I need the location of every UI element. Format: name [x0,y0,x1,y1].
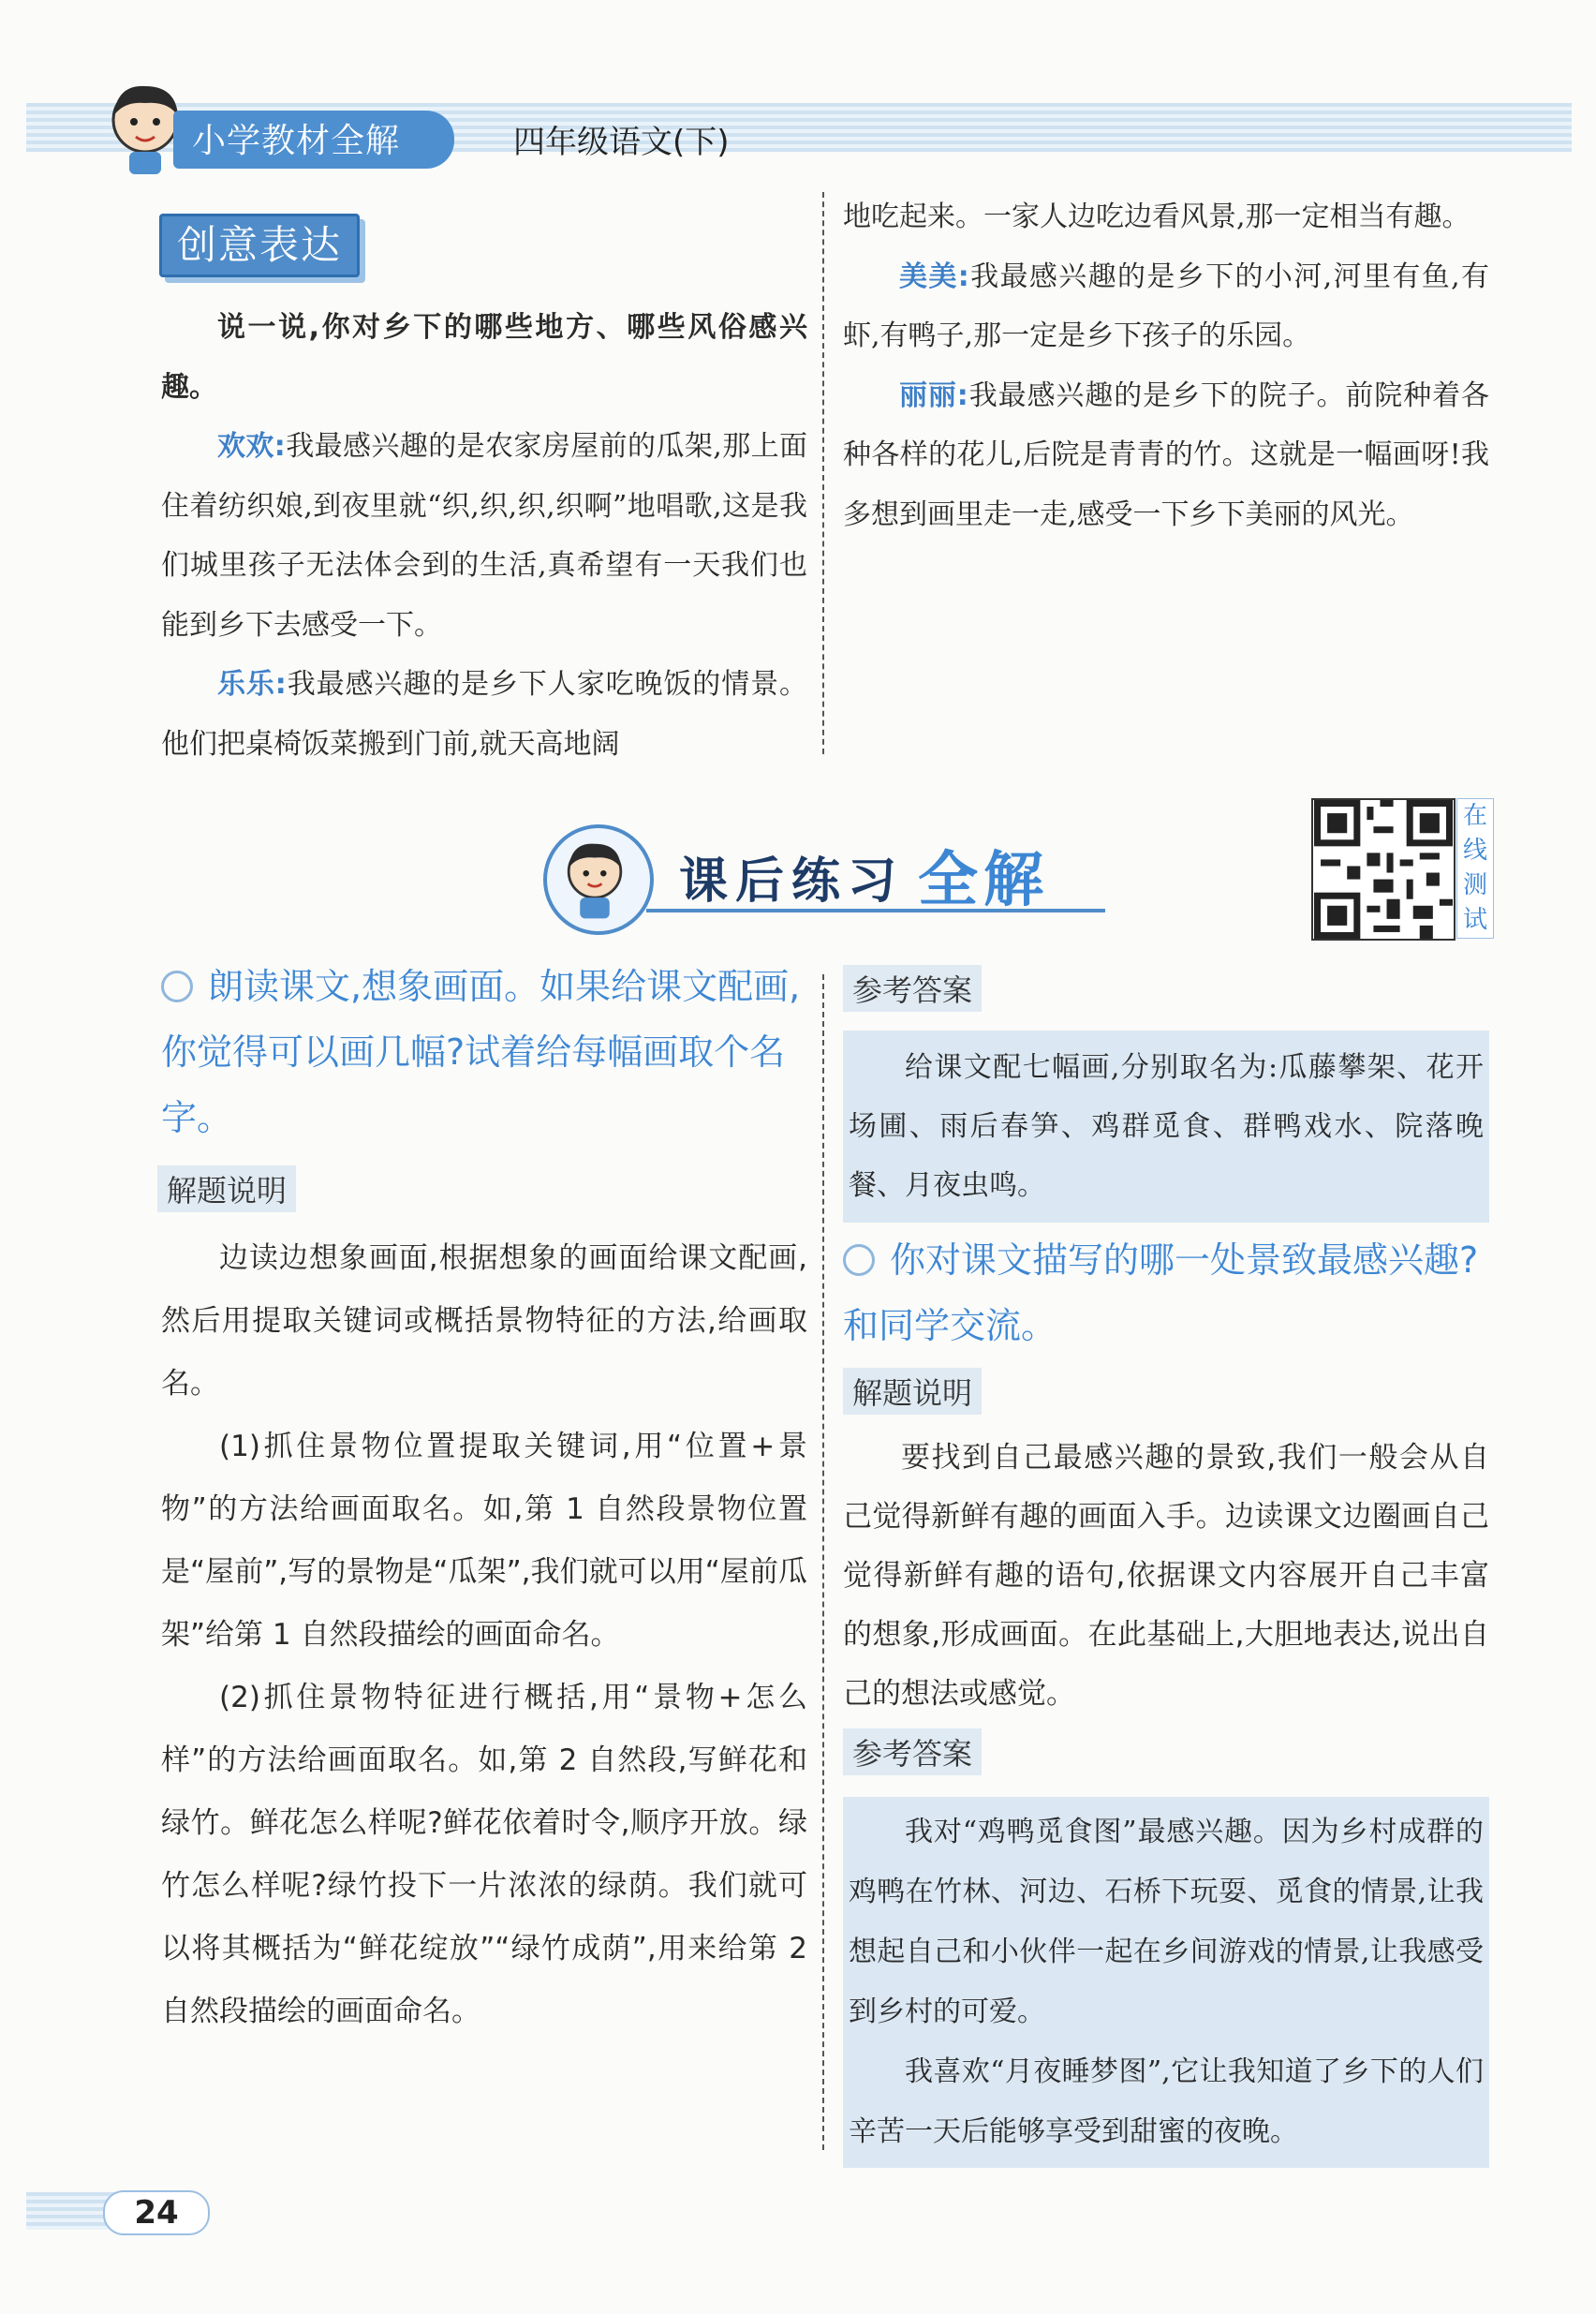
answer-paragraph: 我喜欢“月夜睡梦图”,它让我知道了乡下的人们辛苦一天后能够享受到甜蜜的夜晚。 [849,2055,1484,2148]
question-1-explanation [161,1227,807,2043]
answer-2-box [843,1797,1489,2168]
creative-left-column [161,298,807,774]
question-2 [843,1227,1489,1358]
speaker-name: 丽丽: [899,378,968,412]
section-tag: 创意表达 [159,214,360,277]
question-1 [161,954,807,1150]
question-2-text: 你对课文描写的哪一处景致最感兴趣?和同学交流。 [843,1239,1479,1346]
dialogue-text: 我最感兴趣的是乡下的院子。前院种着各种各样的花儿,后院是青青的竹。这就是一幅画呀!我多想到画里走一走,感受一下乡下美丽的风光。 [843,378,1490,531]
column-divider [822,192,824,754]
explain-label: 解题说明 [157,1165,296,1212]
question-marker-icon [161,971,193,1002]
answer-1-box [843,1031,1489,1223]
banner-avatar [543,824,654,935]
book-title: 小学教材全解 [192,122,401,160]
explain-paragraph: (2)抓住景物特征进行概括,用“景物+怎么样”的方法给画面取名。如,第 2 自然段,写鲜花和绿竹。鲜花怎么样呢?鲜花依着时令,顺序开放。绿竹怎么样呢?绿竹投下一片浓浓的绿荫。我们就可以将其概括为“鲜花绽放”“绿竹成荫”,用来给第 2 自然段描绘的画面命名。 [161,1681,807,2028]
answer-paragraph: 我对“鸡鸭觅食图”最感兴趣。因为乡村成群的鸡鸭在竹林、河边、石桥下玩耍、觅食的情景,让我想起自己和小伙伴一起在乡间游戏的情景,让我感受到乡村的可爱。 [849,1816,1484,2028]
dialogue-entry [161,417,807,655]
answer-label: 参考答案 [843,965,982,1012]
speaker-name: 欢欢: [217,430,286,463]
dialogue-text: 我最感兴趣的是乡下人家吃晚饭的情景。他们把桌椅饭菜搬到门前,就天高地阔 [161,668,808,761]
dialogue-entry [161,655,807,774]
answer-1-text: 给课文配七幅画,分别取名为:瓜藤攀架、花开场圃、雨后春笋、鸡群觅食、群鸭戏水、院落晚餐、月夜虫鸣。 [849,1051,1484,1202]
speaker-name: 美美: [899,260,969,293]
explain-paragraph: (1)抓住景物位置提取关键词,用“位置+景物”的方法给画面取名。如,第 1 自然段景物位置是“屋前”,写的景物是“瓜架”,我们就可以用“屋前瓜架”给第 1 自然段描绘的画面命名。 [161,1430,807,1652]
grade-subject: 四年级语文(下) [513,124,730,161]
creative-prompt: 说一说,你对乡下的哪些地方、哪些风俗感兴趣。 [161,311,807,404]
speaker-name: 乐乐: [217,668,287,701]
dialogue-entry [843,366,1489,545]
page-number: 24 [103,2190,210,2235]
question-marker-icon [843,1244,875,1276]
dialogue-text: 我最感兴趣的是乡下的小河,河里有鱼,有虾,有鸭子,那一定是乡下孩子的乐园。 [843,260,1490,352]
answer-label: 参考答案 [843,1728,982,1775]
explain-label: 解题说明 [843,1368,982,1415]
explain-paragraph: 边读边想象画面,根据想象的画面给课文配画,然后用提取关键词或概括景物特征的方法,给画取名。 [161,1241,807,1401]
question-2-explanation: 要找到自己最感兴趣的景致,我们一般会从自己觉得新鲜有趣的画面入手。边读课文边圈画自己觉得新鲜有趣的语句,依据课文内容展开自己丰富的想象,形成画面。在此基础上,大胆地表达,说出自己的想法或感觉。 [843,1441,1489,1711]
dialogue-continuation: 地吃起来。一家人边吃边看风景,那一定相当有趣。 [843,200,1470,233]
question-1-text: 朗读课文,想象画面。如果给课文配画,你觉得可以画几幅?试着给每幅画取个名字。 [161,966,801,1138]
boy-avatar-icon [547,828,643,924]
creative-right-column [843,187,1489,544]
qr-code-icon[interactable] [1311,798,1456,941]
column-divider [822,974,824,2150]
banner-title-emphasis: 全解 [918,846,1049,915]
qr-label: 在线测试 [1456,798,1494,939]
answer-2-text [843,1802,1489,2162]
dialogue-entry [843,247,1489,366]
dialogue-text: 我最感兴趣的是农家房屋前的瓜架,那上面住着纺织娘,到夜里就“织,织,织,织啊”地唱歌,这是我们城里孩子无法体会到的生活,真希望有一天我们也能到乡下去感受一下。 [161,430,807,642]
banner-title: 课后练习 [679,853,905,910]
